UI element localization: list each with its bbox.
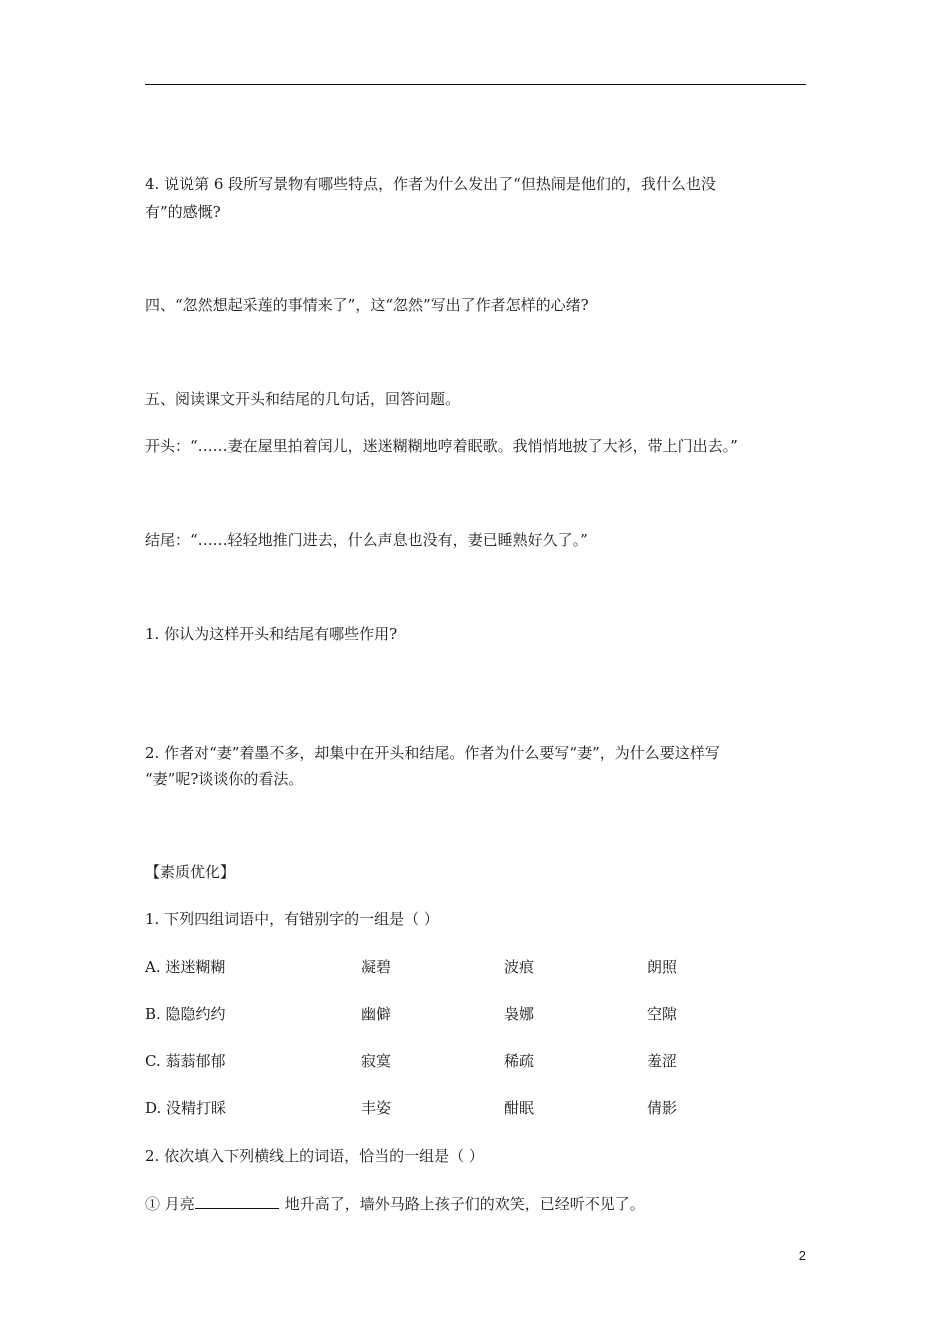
option-d-label: D. 没精打睬 (145, 1099, 227, 1117)
option-b-word-4: 空隙 (647, 1005, 678, 1023)
option-a-word-2: 凝碧 (361, 958, 392, 976)
section-4-question: 四、“忽然想起采莲的事情来了”，这“忽然”写出了作者怎样的心绪? (145, 296, 589, 314)
question-2-line-1: 2. 作者对“妻”着墨不多，却集中在开头和结尾。作者为什么要写“妻”，为什么要这样写 (145, 744, 720, 762)
option-c-label: C. 蓊蓊郁郁 (145, 1052, 226, 1070)
fill-blank-1-prefix: ① 月亮 (145, 1195, 195, 1213)
option-c-word-3: 稀疏 (504, 1052, 535, 1070)
fill-blank-1-suffix: 地升高了，墙外马路上孩子们的欢笑，已经听不见了。 (284, 1195, 645, 1213)
page-number: 2 (798, 1248, 806, 1263)
mc-question-1: 1. 下列四组词语中，有错别字的一组是（ ） (145, 910, 439, 928)
mc-question-2: 2. 依次填入下列横线上的词语，恰当的一组是（ ） (145, 1147, 484, 1165)
option-a-word-4: 朗照 (647, 958, 678, 976)
option-a-label: A. 迷迷糊糊 (145, 958, 226, 976)
header-rule (145, 84, 806, 85)
option-b-word-2: 幽僻 (361, 1005, 392, 1023)
option-d-word-3: 酣眠 (504, 1099, 535, 1117)
question-4-line-2: 有”的感慨? (145, 203, 221, 221)
option-b-word-3: 袅娜 (504, 1005, 535, 1023)
option-d-word-4: 倩影 (647, 1099, 678, 1117)
question-1: 1. 你认为这样开头和结尾有哪些作用? (145, 625, 398, 643)
opening-quote: 开头：“……妻在屋里拍着闰儿，迷迷糊糊地哼着眠歌。我悄悄地披了大衫，带上门出去。” (145, 437, 738, 455)
ending-quote: 结尾：“……轻轻地推门进去，什么声息也没有，妻已睡熟好久了。” (145, 531, 588, 549)
question-2-line-2: “妻”呢?谈谈你的看法。 (145, 770, 304, 788)
option-d-word-2: 丰姿 (361, 1099, 392, 1117)
option-a-word-3: 波痕 (504, 958, 535, 976)
option-c-word-2: 寂寞 (361, 1052, 392, 1070)
option-c-word-4: 羞涩 (647, 1052, 678, 1070)
section-5-heading: 五、阅读课文开头和结尾的几句话，回答问题。 (145, 390, 461, 408)
option-b-label: B. 隐隐约约 (145, 1005, 226, 1023)
answer-blank[interactable] (195, 1193, 279, 1209)
question-4-line-1: 4. 说说第 6 段所写景物有哪些特点，作者为什么发出了“但热闹是他们的，我什么也没 (145, 175, 716, 193)
fill-blank-1 (145, 1193, 645, 1214)
quality-heading: 【素质优化】 (145, 863, 236, 881)
